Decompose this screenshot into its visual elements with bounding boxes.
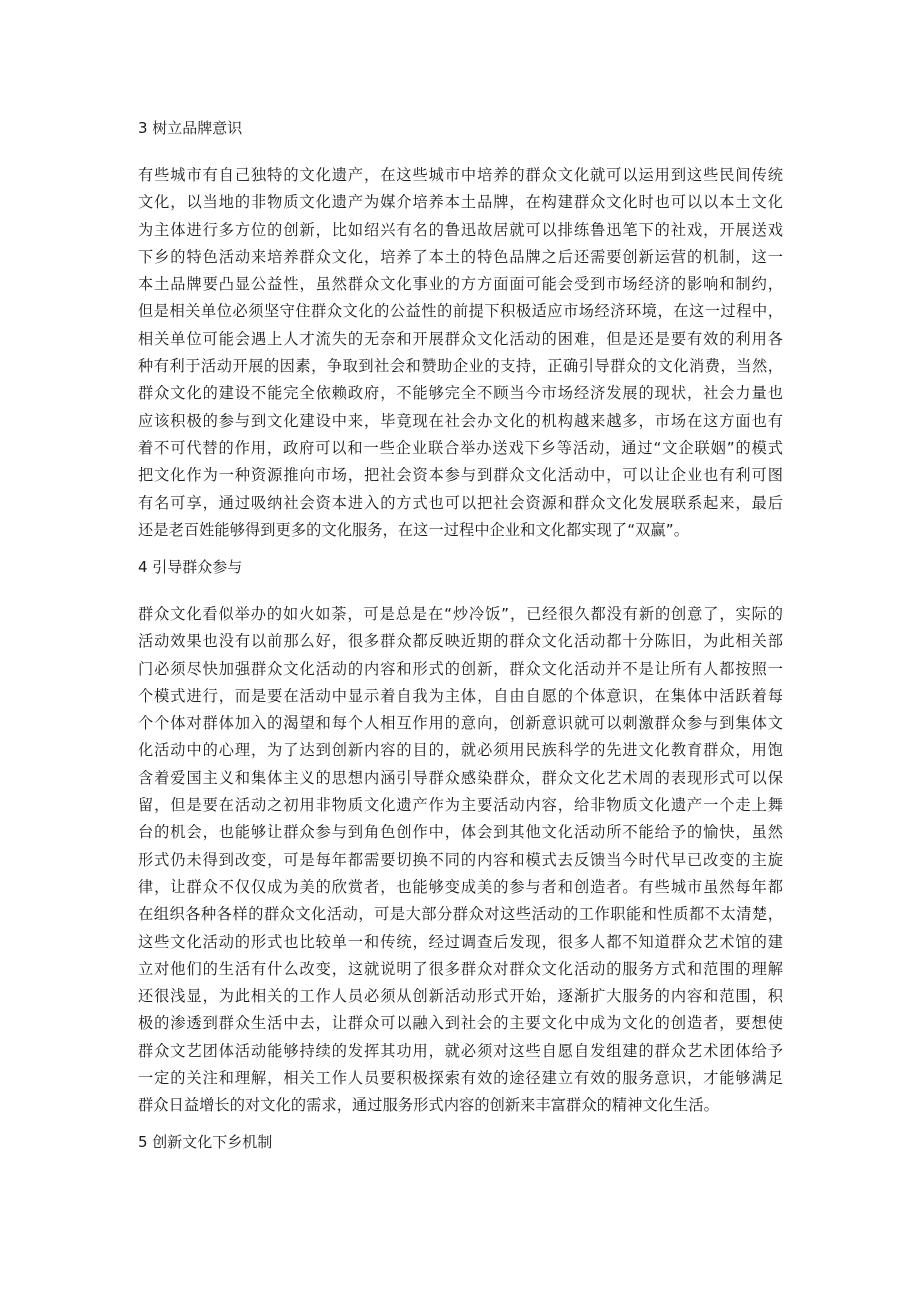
paragraph-line: 群众日益增长的对文化的需求，通过服务形式内容的创新来丰富群众的精神文化生活。 (138, 1096, 719, 1115)
paragraph-line: 活动效果也没有以前那么好，很多群众都反映近期的群众文化活动都十分陈旧，为此相关部 (138, 632, 783, 651)
paragraph-line: 有名可享，通过吸纳社会资本进入的方式也可以把社会资源和群众文化发展联系起来，最后 (138, 493, 783, 512)
paragraph-line: 群众文艺团体活动能够持续的发挥其功用，就必须对这些自愿自发组建的群众艺术团体给予 (138, 1041, 783, 1060)
paragraph-line: 应该积极的参与到文化建设中来，毕竟现在社会办文化的机构越来越多，市场在这方面也有 (138, 411, 783, 430)
paragraph-line: 台的机会，也能够让群众参与到角色创作中，体会到其他文化活动所不能给予的愉快，虽然 (138, 823, 783, 842)
paragraph-line: 有些城市有自己独特的文化遗产，在这些城市中培养的群众文化就可以运用到这些民间传统 (138, 166, 783, 184)
paragraph-line: 在组织各种各样的群众文化活动，可是大部分群众对这些活动的工作职能和性质都不太清楚， (138, 905, 783, 924)
paragraph-line: 门必须尽快加强群众文化活动的内容和形式的创新，群众文化活动并不是让所有人都按照一 (138, 659, 783, 678)
paragraph-line: 群众文化看似举办的如火如荼，可是总是在“炒冷饭”，已经很久都没有新的创意了，实际的 (138, 605, 783, 623)
section-4-paragraph (138, 601, 783, 1120)
paragraph-line: 极的渗透到群众生活中去，让群众可以融入到社会的主要文化中成为文化的创造者，要想使 (138, 1014, 783, 1033)
paragraph-line: 为主体进行多方位的创新，比如绍兴有名的鲁迅故居就可以排练鲁迅笔下的社戏，开展送戏 (138, 220, 783, 239)
paragraph-line: 下乡的特色活动来培养群众文化，培养了本土的特色品牌之后还需要创新运营的机制，这一 (138, 247, 783, 266)
paragraph-line: 个模式进行，而是要在活动中显示着自我为主体，自由自愿的个体意识，在集体中活跃着每 (138, 686, 783, 705)
paragraph-line: 立对他们的生活有什么改变，这就说明了很多群众对群众文化活动的服务方式和范围的理解 (138, 959, 783, 978)
paragraph-line: 本土品牌要凸显公益性，虽然群众文化事业的方方面面可能会受到市场经济的影响和制约， (138, 275, 783, 294)
paragraph-line: 但是相关单位必须坚守住群众文化的公益性的前提下积极适应市场经济环境，在这一过程中， (138, 302, 783, 321)
paragraph-line: 群众文化的建设不能完全依赖政府，不能够完全不顾当今市场经济发展的现状，社会力量也 (138, 384, 783, 403)
paragraph-line: 个个体对群体加入的渴望和每个人相互作用的意向，创新意识就可以刺激群众参与到集体文 (138, 714, 783, 733)
paragraph-line: 留，但是要在活动之初用非物质文化遗产作为主要活动内容，给非物质文化遗产一个走上舞 (138, 796, 783, 815)
paragraph-line: 还很浅显，为此相关的工作人员必须从创新活动形式开始，逐渐扩大服务的内容和范围，积 (138, 987, 783, 1006)
section-3-heading: 3 树立品牌意识 (138, 119, 243, 137)
paragraph-line: 这些文化活动的形式也比较单一和传统，经过调查后发现，很多人都不知道群众艺术馆的建 (138, 932, 783, 951)
section-4-heading: 4 引导群众参与 (138, 558, 243, 576)
paragraph-line: 含着爱国主义和集体主义的思想内涵引导群众感染群众，群众文化艺术周的表现形式可以保 (138, 768, 783, 787)
paragraph-line: 形式仍未得到改变，可是每年都需要切换不同的内容和模式去反馈当今时代早已改变的主旋 (138, 850, 783, 869)
paragraph-line: 文化，以当地的非物质文化遗产为媒介培养本土品牌，在构建群众文化时也可以以本土文化 (138, 193, 783, 212)
paragraph-line: 把文化作为一种资源推向市场，把社会资本参与到群众文化活动中，可以让企业也有利可图 (138, 466, 783, 485)
paragraph-line: 一定的关注和理解，相关工作人员要积极探索有效的途径建立有效的服务意识，才能够满足 (138, 1069, 783, 1088)
paragraph-line: 还是老百姓能够得到更多的文化服务，在这一过程中企业和文化都实现了“双赢”。 (138, 520, 689, 539)
section-5-heading: 5 创新文化下乡机制 (138, 1133, 273, 1151)
paragraph-line: 着不可代替的作用，政府可以和一些企业联合举办送戏下乡等活动，通过“文企联姻”的模式 (138, 438, 783, 457)
section-3-paragraph (138, 162, 783, 544)
paragraph-line: 种有利于活动开展的因素，争取到社会和赞助企业的支持，正确引导群众的文化消费，当然， (138, 357, 783, 376)
paragraph-line: 律，让群众不仅仅成为美的欣赏者，也能够变成美的参与者和创造者。有些城市虽然每年都 (138, 877, 783, 896)
paragraph-line: 化活动中的心理，为了达到创新内容的目的，就必须用民族科学的先进文化教育群众，用饱 (138, 741, 783, 760)
paragraph-line: 相关单位可能会遇上人才流失的无奈和开展群众文化活动的困难，但是还是要有效的利用各 (138, 329, 783, 348)
